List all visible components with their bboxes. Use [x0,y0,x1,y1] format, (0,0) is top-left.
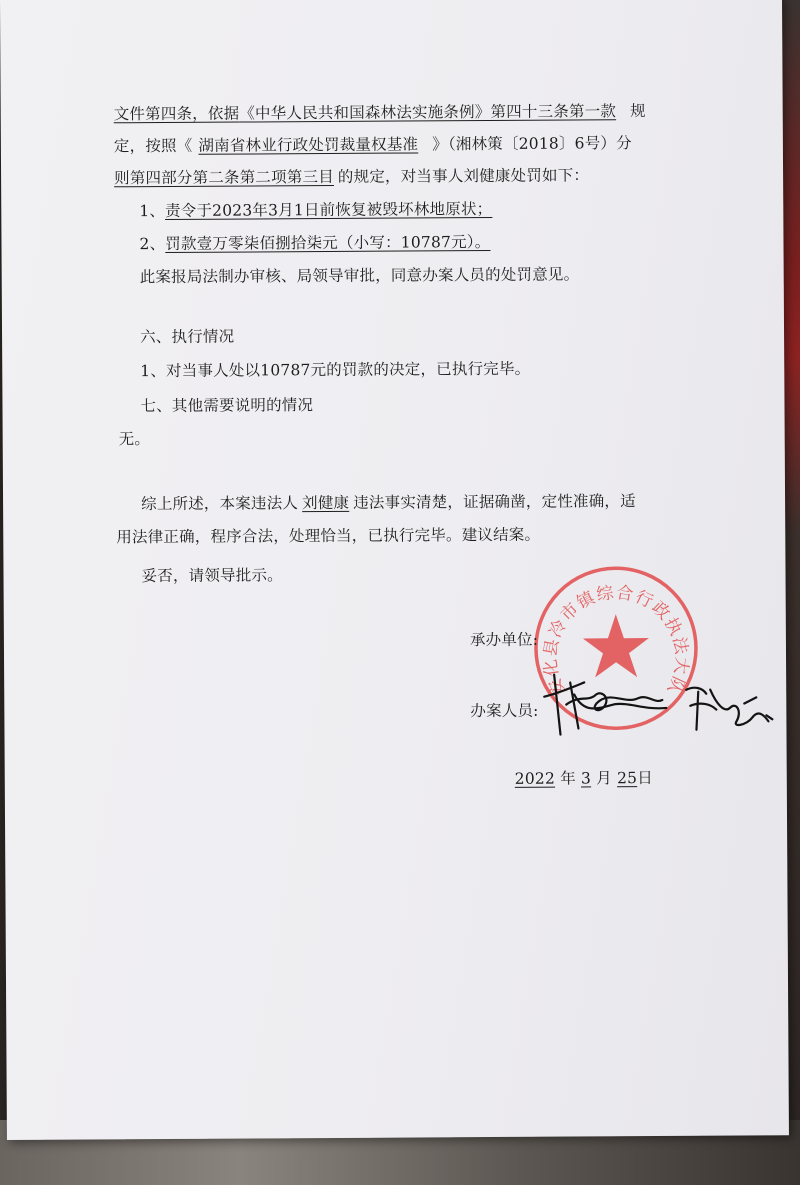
section-6-title: 六、执行情况 [140,327,235,347]
date-day: 25 [616,769,638,788]
offender-name: 刘健康 [302,493,350,513]
request-line: 妥否，请领导批示。 [141,566,283,586]
handler-signatures [540,663,781,748]
date-line: 2022 年 3 月 25日 [514,769,653,788]
penalty-item-2: 2、罚款壹万零柒佰捌拾柒元（小写：10787元）。 [139,233,491,254]
standard-name: 湖南省林业行政处罚裁量权基准 [198,135,419,155]
section-7-title: 七、其他需要说明的情况 [140,396,314,416]
unit-label: 承办单位: [469,630,539,650]
handler-label: 办案人员: [470,701,539,721]
date-month: 3 [580,769,592,788]
basis-line-1: 文件第四条，依据《中华人民共和国森林法实施条例》第四十三条第一款 规 [113,102,646,124]
basis-line-3: 则第四部分第二条第二项第三目 的规定，对当事人刘健康处罚如下： [114,166,590,188]
summary-line-1: 综上所述，本案违法人 刘健康 违法事实清楚，证据确凿，定性准确，适 [141,492,636,514]
approval-line: 此案报局法制办审核、局领导审批，同意办案人员的处罚意见。 [139,265,580,287]
section-6-body: 1、对当事人处以10787元的罚款的决定，已执行完毕。 [140,359,531,381]
summary-line-2: 用法律正确，程序合法，处理恰当，已执行完毕。建议结案。 [116,525,541,547]
basis-line-2: 定，按照《 湖南省林业行政处罚裁量权基准 》（湘林策〔2018〕6号）分 [113,134,632,156]
date-year: 2022 [514,769,556,788]
penalty-item-1: 1、责令于2023年3月1日前恢复被毁坏林地原状； [139,199,493,221]
seal-text: 安化县冷市镇综合行政执法大队 [540,582,692,700]
section-7-body: 无。 [118,430,151,449]
regulation-name: 《中华人民共和国森林法实施条例》第四十三条第一款 [239,102,617,123]
